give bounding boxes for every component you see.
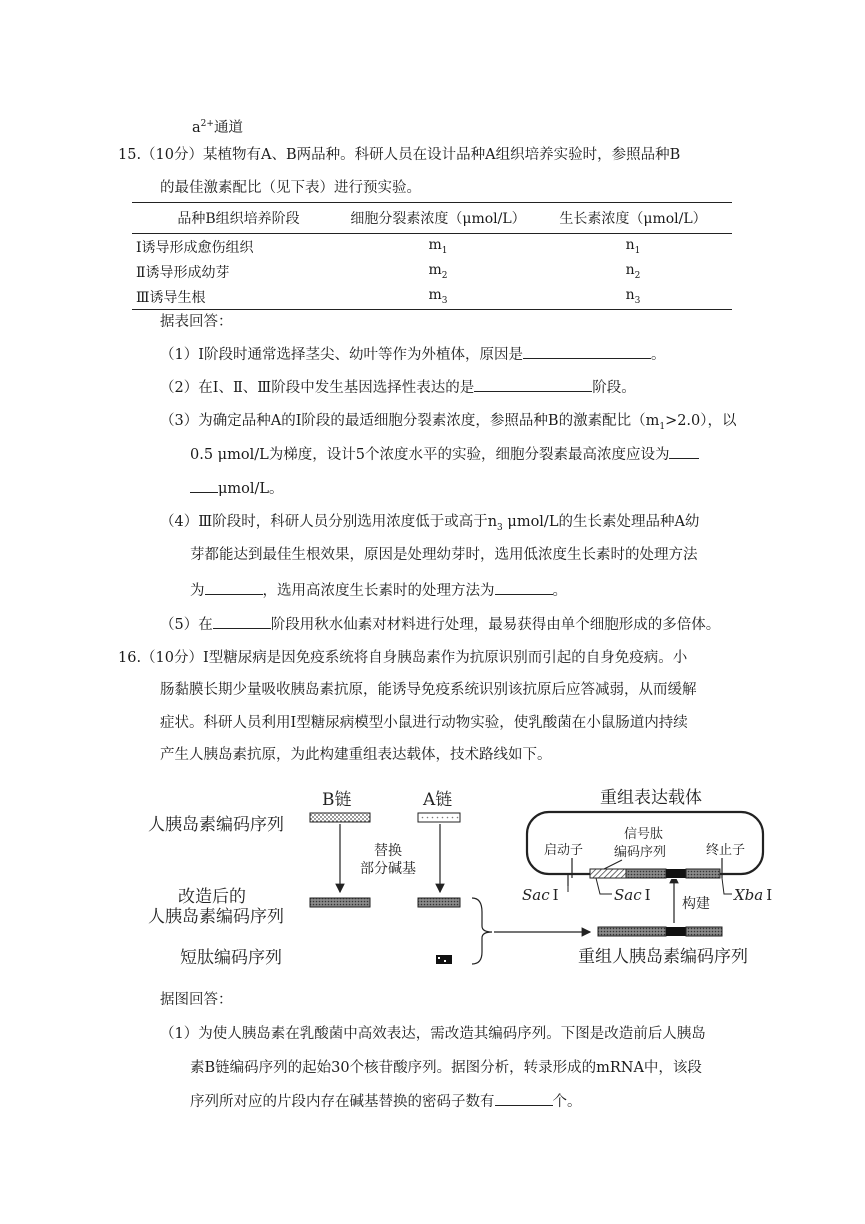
q16-sub1-line3: 序列所对应的片段内存在碱基替换的密码子数有 个。 [190,1091,582,1112]
promoter-label: 启动子 [544,843,584,858]
q16-sub1-line1: （1）为使人胰岛素在乳酸菌中高效表达，需改造其编码序列。下图是改造前后人胰岛 [160,1026,706,1042]
q16-line4: 产生人胰岛素抗原，为此构建重组表达载体，技术路线如下。 [160,747,552,763]
q15-sub3-line2: 0.5 μmol/L为梯度，设计5个浓度水平的实验，细胞分裂素最高浓度应设为 [190,444,699,465]
merge-brace [472,898,492,964]
table-cell-stage: Ⅱ诱导形成幼芽 [136,264,230,281]
table-cell-auxin: $n_3$ [534,284,732,310]
sac2-site-label: Sac Ⅰ [614,886,651,904]
answer-blank[interactable] [474,377,592,392]
b-chain-modified-bar [310,898,370,907]
q15-line1: 15.（10分）某植物有A、B两品种。科研人员在设计品种A组织培养实验时，参照品种B [118,147,681,163]
q15-sub5: （5）在 阶段用秋水仙素对材料进行处理，最易获得由单个细胞形成的多倍体。 [160,614,720,635]
table-row [132,234,732,260]
q15-sub4-line1: （4）Ⅲ阶段时，科研人员分别选用浓度低于或高于$n_3$ μmol/L的生长素处理品种A幼 [160,514,700,533]
recombinant-seq-bar-right [686,927,722,936]
answer-blank[interactable] [669,444,699,459]
table-row [132,284,732,310]
signal-pointer [604,860,622,869]
label-modified-line2: 人胰岛素编码序列 [148,907,284,927]
table-cell-stage: Ⅰ诱导形成愈伤组织 [136,239,254,256]
label-coding-sequence: 人胰岛素编码序列 [148,815,284,835]
short-peptide-bar [436,955,452,964]
answer-blank[interactable] [213,614,271,629]
q16-line2: 肠黏膜长期少量吸收胰岛素抗原，能诱导免疫系统识别该抗原后应答减弱，从而缓解 [160,682,697,698]
hormone-table [132,202,732,310]
vector-insert-bar-left [626,869,666,878]
table-header: 品种B组织培养阶段 [132,203,342,234]
answer-blank[interactable] [190,478,218,493]
recombinant-seq-bar-left [598,927,666,936]
table-header-row [132,203,732,234]
a-chain-label: A链 [423,790,453,810]
sac2-site-pointer [596,878,612,894]
q15-sub1: （1）Ⅰ阶段时通常选择茎尖、幼叶等作为外植体，原因是 。 [160,344,665,365]
recombinant-seq-label: 重组人胰岛素编码序列 [578,947,748,967]
q15-sub3-line3: μmol/L。 [190,478,284,499]
answer-blank[interactable] [523,344,651,359]
replace-label-line2: 部分碱基 [360,861,416,877]
q15-prompt: 据表回答： [160,314,233,330]
table-cell-cyto: $m_1$ [428,237,448,256]
b-chain-label: B链 [322,790,352,810]
table-header: 细胞分裂素浓度（μmol/L） [342,203,534,234]
signal-label-line1: 信号肽 [624,827,664,842]
table-cell-auxin: $n_1$ [625,237,641,256]
table-header: 生长素浓度（μmol/L） [534,203,732,234]
q16-line1: 16.（10分）Ⅰ型糖尿病是因免疫系统将自身胰岛素作为抗原识别而引起的自身免疫病。小 [118,650,688,666]
q15-sub3-line1: （3）为确定品种A的Ⅰ阶段的最适细胞分裂素浓度，参照品种B的激素配比$(m_1>2.0)$，以 [160,413,737,432]
xba-site-pointer [722,878,732,894]
sac1-site-label: Sac Ⅰ [522,886,559,904]
replace-label-line1: 替换 [374,843,402,859]
q15-sub2: （2）在Ⅰ、Ⅱ、Ⅲ阶段中发生基因选择性表达的是 阶段。 [160,377,636,398]
q15-sub4-line3: 为 ，选用高浓度生长素时的处理方法为 。 [190,580,567,601]
q15-line2: 的最佳激素配比（见下表）进行预实验。 [160,180,421,196]
label-modified-line1: 改造后的 [178,887,246,907]
table-cell-cyto: $m_2$ [428,262,448,281]
signal-label-line2: 编码序列 [614,845,667,860]
q15-sub4-line2: 芽都能达到最佳生根效果，原因是处理幼芽时，选用低浓度生长素时的处理方法 [190,547,698,563]
b-chain-bar [310,813,370,822]
table-cell-cyto: $m_3$ [342,284,534,310]
xba-site-label: Xba Ⅰ [734,886,773,904]
a-chain-bar [418,813,460,822]
vector-insert-bar-mid [666,869,686,878]
answer-blank[interactable] [495,580,553,595]
label-short-peptide: 短肽编码序列 [180,948,282,968]
build-label: 构建 [682,896,710,912]
q16-line3: 症状。科研人员利用Ⅰ型糖尿病模型小鼠进行动物实验，使乳酸菌在小鼠肠道内持续 [160,715,688,731]
q16-prompt: 据图回答： [160,992,233,1008]
a-chain-modified-bar [418,898,460,907]
table-row [132,259,732,284]
answer-blank[interactable] [205,580,263,595]
vector-title: 重组表达载体 [600,788,702,808]
answer-blank[interactable] [495,1091,553,1106]
table-cell-auxin: $n_2$ [625,262,641,281]
q16-sub1-line2: 素B链编码序列的起始30个核苷酸序列。据图分析，转录形成的mRNA中，该段 [190,1060,702,1076]
terminator-label: 终止子 [706,843,746,858]
signal-peptide-bar [590,869,626,878]
table-cell-stage: Ⅲ诱导生根 [132,284,342,310]
vector-construction-diagram [0,780,865,980]
recombinant-seq-bar-mid [666,927,686,936]
vector-insert-bar-right [686,869,720,878]
top-fragment: $a^{2+}$通道 [192,119,243,136]
